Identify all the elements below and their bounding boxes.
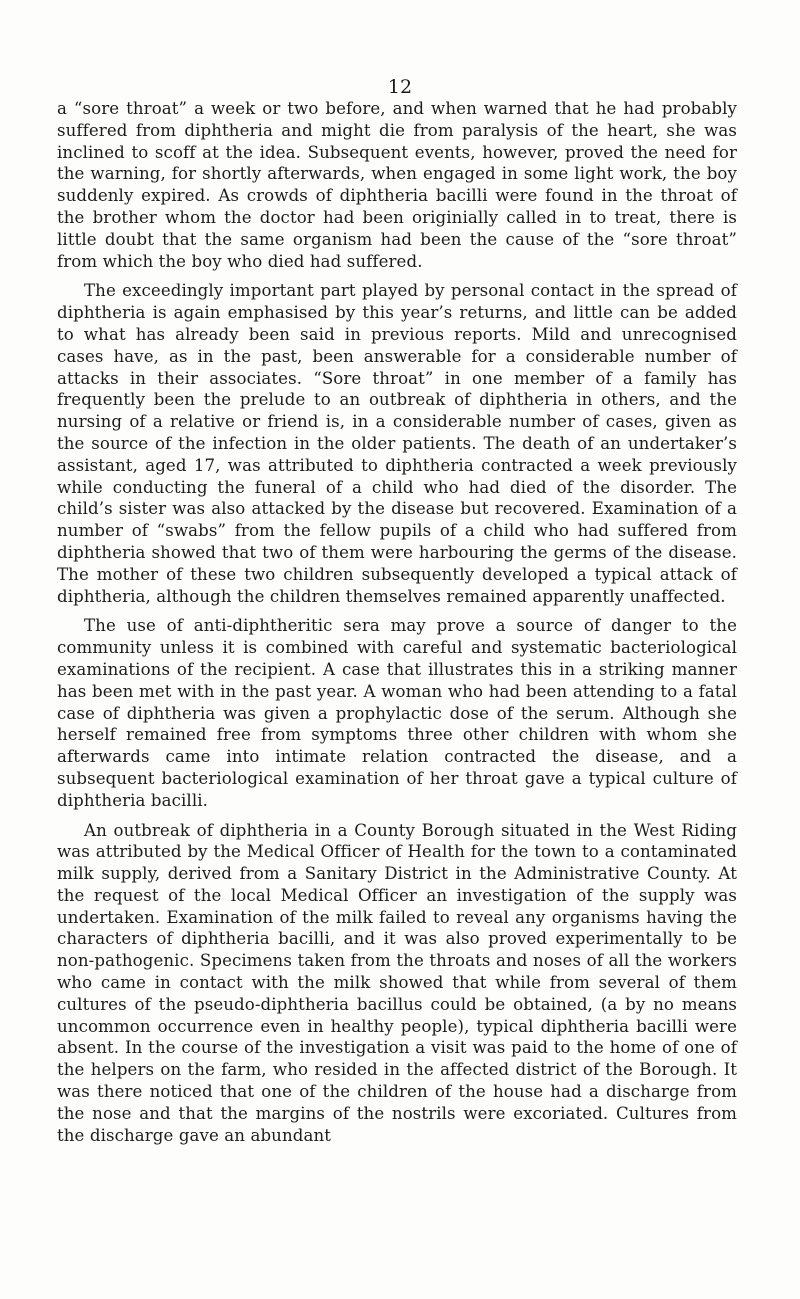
body-text: [57, 98, 737, 1154]
paragraph-continuation: a “sore throat” a week or two before, and when warned that he had probably suffered from diphtheria and might die from paralysis of the heart, she was inclined to scoff at the idea. Subsequent events, however, proved the need for the warning, for shortly afterwards, when engaged in some light work, the boy suddenly expired. As crowds of diphtheria bacilli were found in the throat of the brother whom the doctor had been originially called in to treat, there is little doubt that the same organism had been the cause of the “sore throat” from which the boy who died had suffered.: [57, 99, 737, 271]
page-number: 12: [387, 76, 413, 98]
paragraph-personal-contact: The exceedingly important part played by personal contact in the spread of diphtheria is again emphasised by this year’s returns, and little can be added to what has already been said in previous reports. Mild and unrecognised cases have, as in the past, been answerable for a considerable number of attacks in their associates. “Sore throat” in one member of a family has frequently been the prelude to an outbreak of diphtheria in others, and the nursing of a relative or friend is, in a considerable number of cases, given as the source of the infection in the older patients. The death of an undertaker’s assistant, aged 17, was attributed to diphtheria contracted a week previously while conducting the funeral of a child who had died of the disorder. The child’s sister was also attacked by the disease but recovered. Examination of a number of “swabs” from the fellow pupils of a child who had suffered from diphtheria showed that two of them were harbouring the germs of the disease. The mother of these two children subsequently developed a typical attack of diphtheria, although the children themselves remained apparently unaffected.: [57, 281, 737, 606]
paragraph-milk-outbreak: An outbreak of diphtheria in a County Borough situated in the West Riding was attributed by the Medical Officer of Health for the town to a contaminated milk supply, derived from a Sanitary District in the Administrative County. At the request of the local Medical Officer an investigation of the supply was undertaken. Examination of the milk failed to reveal any organisms having the characters of diphtheria bacilli, and it was also proved experimentally to be non-pathogenic. Specimens taken from the throats and noses of all the workers who came in contact with the milk showed that while from several of them cultures of the pseudo-diphtheria bacillus could be obtained, (a by no means uncommon occurrence even in healthy people), typical diphtheria bacilli were absent. In the course of the investigation a visit was paid to the home of one of the helpers on the farm, who resided in the affected district of the Borough. It was there noticed that one of the children of the house had a discharge from the nose and that the margins of the nostrils were excoriated. Cultures from the discharge gave an abundant: [57, 820, 737, 1145]
paragraph-anti-diphtheritic-sera: The use of anti-diphtheritic sera may prove a source of danger to the community unless it is combined with careful and systematic bacteriological examinations of the recipient. A case that illustrates this in a striking manner has been met with in the past year. A woman who had been attending to a fatal case of diphtheria was given a prophylactic dose of the serum. Although she herself remained free from symptoms three other children with whom she afterwards came into intimate relation contracted the disease, and a subsequent bacteriological examination of her throat gave a typical culture of diphtheria bacilli.: [57, 616, 737, 810]
